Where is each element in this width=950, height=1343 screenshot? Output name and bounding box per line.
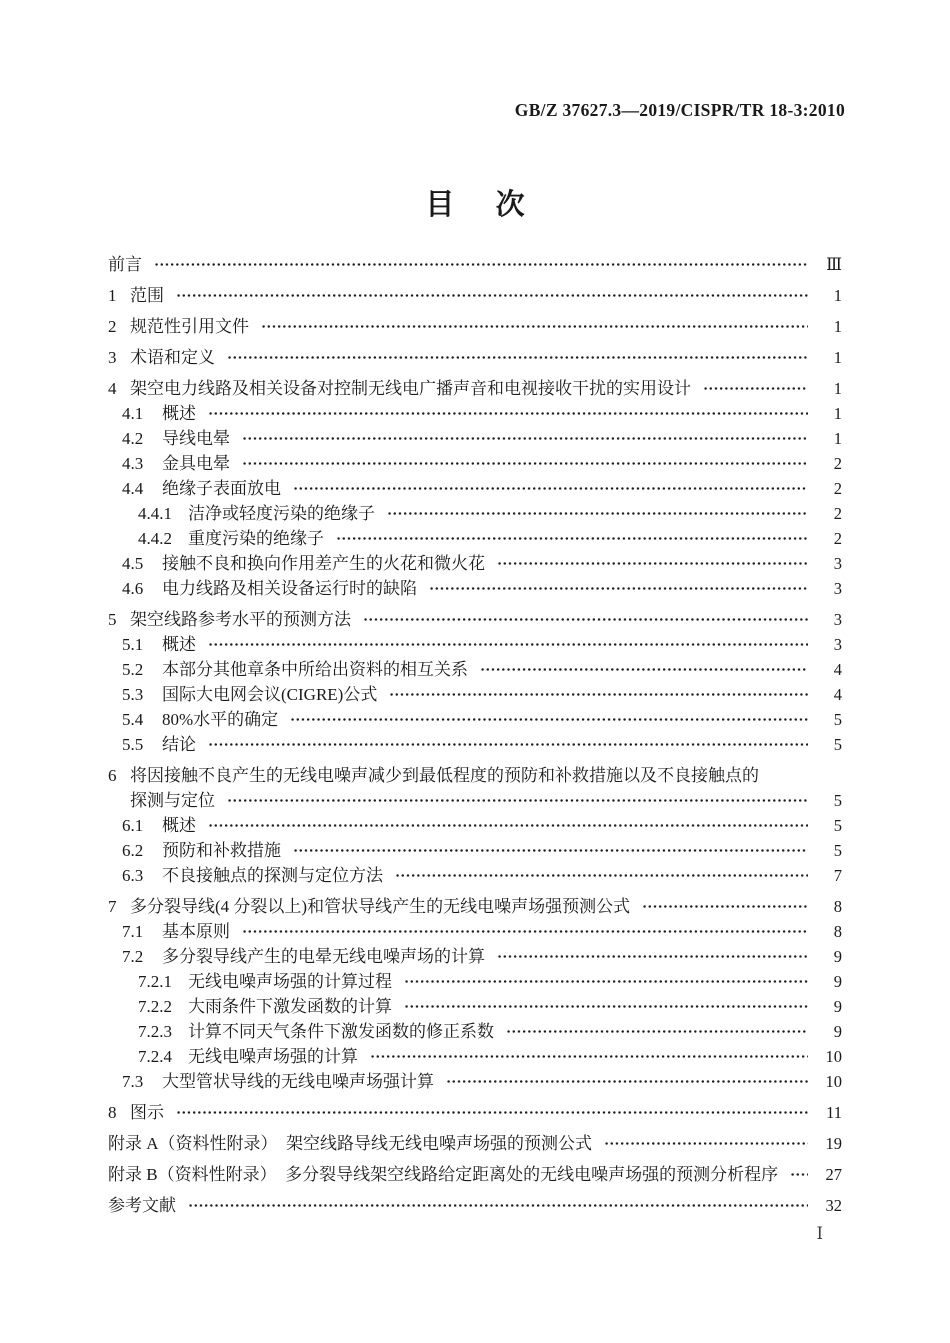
toc-entry-number: 4.2 bbox=[122, 429, 144, 448]
toc-row bbox=[108, 732, 842, 757]
toc-entry-page: 1 bbox=[833, 286, 842, 305]
toc-entry-title: 预防和补救措施 bbox=[162, 841, 281, 860]
dot-leader bbox=[176, 1104, 808, 1121]
standard-number-header: GB/Z 37627.3—2019/CISPR/TR 18-3:2010 bbox=[514, 100, 845, 120]
toc-row bbox=[108, 813, 842, 838]
dot-leader bbox=[389, 686, 808, 703]
toc-entry-title: 附录 B（资料性附录） 多分裂导线架空线路给定距离处的无线电噪声场强的预测分析程序 bbox=[108, 1165, 779, 1184]
toc-entry-title: 电力线路及相关设备运行时的缺陷 bbox=[162, 579, 417, 598]
toc-row bbox=[108, 1100, 842, 1125]
toc-row bbox=[108, 1069, 842, 1094]
toc-entry-number: 7.2 bbox=[122, 947, 144, 966]
toc-entry-page: 1 bbox=[833, 317, 842, 336]
toc-row bbox=[108, 607, 842, 632]
toc-entry-title: 计算不同天气条件下激发函数的修正系数 bbox=[188, 1022, 494, 1041]
dot-leader bbox=[293, 842, 808, 859]
toc-row bbox=[108, 944, 842, 969]
dot-leader bbox=[497, 948, 808, 965]
dot-leader bbox=[208, 405, 808, 422]
toc-entry-number: 7.2.4 bbox=[138, 1047, 172, 1066]
toc-entry-number: 6.2 bbox=[122, 841, 144, 860]
toc-entry-title: 洁净或轻度污染的绝缘子 bbox=[188, 504, 375, 523]
toc-entry-page: 9 bbox=[833, 947, 842, 966]
toc-entry-page: 19 bbox=[825, 1134, 842, 1153]
toc-entry-title: 本部分其他章条中所给出资料的相互关系 bbox=[162, 660, 468, 679]
toc-row bbox=[108, 1044, 842, 1069]
dot-leader bbox=[446, 1073, 808, 1090]
toc-list bbox=[108, 246, 842, 1218]
toc-entry-page: 9 bbox=[833, 997, 842, 1016]
dot-leader bbox=[176, 287, 808, 304]
toc-entry-number: 6.3 bbox=[122, 866, 144, 885]
toc-entry-page: 9 bbox=[833, 1022, 842, 1041]
toc-entry-title: 重度污染的绝缘子 bbox=[188, 529, 324, 548]
toc-entry-title: 参考文献 bbox=[108, 1196, 176, 1215]
toc-entry-page: 1 bbox=[833, 429, 842, 448]
toc-row bbox=[108, 1131, 842, 1156]
toc-entry-number: 4 bbox=[108, 379, 117, 398]
toc-entry-page: 2 bbox=[833, 479, 842, 498]
toc-row bbox=[108, 632, 842, 657]
toc-entry-number: 5.5 bbox=[122, 735, 144, 754]
toc-entry-number: 7.2.2 bbox=[138, 997, 172, 1016]
toc-row bbox=[108, 551, 842, 576]
toc-entry-number: 6.1 bbox=[122, 816, 144, 835]
toc-entry-title: 国际大电网会议(CIGRE)公式 bbox=[162, 685, 378, 704]
toc-entry-title: 无线电噪声场强的计算 bbox=[188, 1047, 358, 1066]
toc-entry-page: 2 bbox=[833, 529, 842, 548]
toc-entry-number: 8 bbox=[108, 1103, 117, 1122]
toc-entry-title: 大雨条件下激发函数的计算 bbox=[188, 997, 392, 1016]
toc-entry-number: 5.4 bbox=[122, 710, 144, 729]
toc-entry-page: 4 bbox=[833, 660, 842, 679]
toc-entry-page: 9 bbox=[833, 972, 842, 991]
toc-row bbox=[108, 576, 842, 601]
toc-entry-title: 术语和定义 bbox=[130, 348, 215, 367]
dot-leader bbox=[404, 973, 808, 990]
toc-entry-title: 将因接触不良产生的无线电噪声减少到最低程度的预防和补救措施以及不良接触点的 bbox=[130, 766, 759, 785]
page-number-footer: Ⅰ bbox=[816, 1224, 823, 1243]
toc-entry-page: 5 bbox=[833, 841, 842, 860]
toc-entry-page: 1 bbox=[833, 404, 842, 423]
dot-leader bbox=[703, 380, 808, 397]
toc-row bbox=[108, 657, 842, 682]
toc-entry-number: 2 bbox=[108, 317, 117, 336]
toc-entry-page: 3 bbox=[833, 579, 842, 598]
toc-row bbox=[108, 1193, 842, 1218]
toc-entry-page: 5 bbox=[833, 710, 842, 729]
toc-row bbox=[108, 788, 842, 813]
toc-entry-number: 4.6 bbox=[122, 579, 144, 598]
toc-row bbox=[108, 283, 842, 308]
dot-leader bbox=[208, 636, 808, 653]
toc-entry-number: 7 bbox=[108, 897, 117, 916]
page-title: 目 次 bbox=[425, 189, 531, 221]
toc-entry-page: Ⅲ bbox=[826, 255, 842, 274]
toc-entry-page: 3 bbox=[833, 610, 842, 629]
toc-entry-page: 8 bbox=[833, 922, 842, 941]
toc-entry-page: 1 bbox=[833, 348, 842, 367]
toc-row bbox=[108, 994, 842, 1019]
toc-entry-number: 4.4 bbox=[122, 479, 144, 498]
toc-entry-number: 5.1 bbox=[122, 635, 144, 654]
toc-entry-title: 规范性引用文件 bbox=[130, 317, 249, 336]
toc-entry-page: 27 bbox=[825, 1165, 842, 1184]
toc-row bbox=[108, 401, 842, 426]
toc-entry-page: 5 bbox=[833, 791, 842, 810]
dot-leader bbox=[242, 455, 808, 472]
toc-entry-page: 8 bbox=[833, 897, 842, 916]
dot-leader bbox=[227, 349, 808, 366]
toc-row bbox=[108, 376, 842, 401]
dot-leader bbox=[506, 1023, 808, 1040]
dot-leader bbox=[480, 661, 808, 678]
dot-leader bbox=[363, 611, 808, 628]
toc-row bbox=[108, 314, 842, 339]
toc-row bbox=[108, 919, 842, 944]
toc-entry-number: 7.2.1 bbox=[138, 972, 172, 991]
toc-row bbox=[108, 501, 842, 526]
dot-leader bbox=[336, 530, 808, 547]
toc-entry-title: 多分裂导线(4 分裂以上)和管状导线产生的无线电噪声场强预测公式 bbox=[130, 897, 631, 916]
toc-entry-title: 导线电晕 bbox=[162, 429, 230, 448]
toc-entry-number: 4.4.1 bbox=[138, 504, 172, 523]
dot-leader bbox=[154, 256, 808, 273]
dot-leader bbox=[261, 318, 808, 335]
dot-leader bbox=[290, 711, 808, 728]
dot-leader bbox=[208, 817, 808, 834]
toc-entry-number: 4.5 bbox=[122, 554, 144, 573]
dot-leader bbox=[404, 998, 808, 1015]
toc-entry-number: 5.2 bbox=[122, 660, 144, 679]
toc-entry-title: 架空电力线路及相关设备对控制无线电广播声音和电视接收干扰的实用设计 bbox=[130, 379, 691, 398]
dot-leader bbox=[242, 430, 808, 447]
toc-row bbox=[108, 1162, 842, 1187]
toc-entry-page: 4 bbox=[833, 685, 842, 704]
toc-row bbox=[108, 838, 842, 863]
toc-entry-page: 11 bbox=[826, 1103, 842, 1122]
toc-entry-title: 不良接触点的探测与定位方法 bbox=[162, 866, 383, 885]
toc-entry-title: 架空线路参考水平的预测方法 bbox=[130, 610, 351, 629]
dot-leader bbox=[227, 792, 808, 809]
toc-entry-number: 7.2.3 bbox=[138, 1022, 172, 1041]
toc-entry-title: 金具电晕 bbox=[162, 454, 230, 473]
toc-entry-page: 2 bbox=[833, 504, 842, 523]
toc-entry-title: 前言 bbox=[108, 255, 142, 274]
toc-entry-page: 10 bbox=[825, 1072, 842, 1091]
toc-row bbox=[108, 252, 842, 277]
toc-entry-title: 多分裂导线产生的电晕无线电噪声场的计算 bbox=[162, 947, 485, 966]
toc-entry-title: 基本原则 bbox=[162, 922, 230, 941]
dot-leader bbox=[429, 580, 808, 597]
toc-row bbox=[108, 763, 842, 788]
toc-entry-number: 7.1 bbox=[122, 922, 144, 941]
toc-row bbox=[108, 426, 842, 451]
dot-leader bbox=[387, 505, 808, 522]
toc-entry-page: 32 bbox=[825, 1196, 842, 1215]
dot-leader bbox=[642, 898, 808, 915]
dot-leader bbox=[242, 923, 808, 940]
toc-entry-number: 4.3 bbox=[122, 454, 144, 473]
dot-leader bbox=[188, 1197, 808, 1214]
toc-entry-title: 附录 A（资料性附录） 架空线路导线无线电噪声场强的预测公式 bbox=[108, 1134, 593, 1153]
toc-entry-title: 80%水平的确定 bbox=[162, 710, 279, 729]
toc-entry-title: 概述 bbox=[162, 404, 196, 423]
toc-entry-title: 概述 bbox=[162, 635, 196, 654]
toc-row bbox=[108, 451, 842, 476]
dot-leader bbox=[497, 555, 808, 572]
toc-entry-number: 6 bbox=[108, 766, 117, 785]
toc-row bbox=[108, 1019, 842, 1044]
toc-entry-title: 大型管状导线的无线电噪声场强计算 bbox=[162, 1072, 434, 1091]
toc-row bbox=[108, 345, 842, 370]
dot-leader bbox=[790, 1166, 808, 1183]
toc-entry-number: 3 bbox=[108, 348, 117, 367]
dot-leader bbox=[208, 736, 808, 753]
dot-leader bbox=[370, 1048, 808, 1065]
toc-row bbox=[108, 707, 842, 732]
toc-entry-title: 接触不良和换向作用差产生的火花和微火花 bbox=[162, 554, 485, 573]
toc-row bbox=[108, 682, 842, 707]
toc-entry-number: 4.4.2 bbox=[138, 529, 172, 548]
toc-entry-page: 3 bbox=[833, 554, 842, 573]
toc-entry-page: 5 bbox=[833, 735, 842, 754]
toc-entry-page: 5 bbox=[833, 816, 842, 835]
toc-entry-number: 5 bbox=[108, 610, 117, 629]
dot-leader bbox=[293, 480, 808, 497]
toc-entry-title: 结论 bbox=[162, 735, 196, 754]
toc-row bbox=[108, 863, 842, 888]
dot-leader bbox=[395, 867, 808, 884]
toc-row bbox=[108, 969, 842, 994]
toc-entry-page: 3 bbox=[833, 635, 842, 654]
toc-entry-page: 1 bbox=[833, 379, 842, 398]
toc-entry-title: 概述 bbox=[162, 816, 196, 835]
toc-row bbox=[108, 526, 842, 551]
toc-entry-page: 7 bbox=[833, 866, 842, 885]
toc-entry-title: 探测与定位 bbox=[130, 791, 215, 810]
toc-entry-number: 5.3 bbox=[122, 685, 144, 704]
toc-entry-page: 10 bbox=[825, 1047, 842, 1066]
toc-row bbox=[108, 476, 842, 501]
toc-entry-title: 绝缘子表面放电 bbox=[162, 479, 281, 498]
toc-entry-title: 无线电噪声场强的计算过程 bbox=[188, 972, 392, 991]
toc-entry-number: 4.1 bbox=[122, 404, 144, 423]
toc-entry-number: 1 bbox=[108, 286, 117, 305]
toc-entry-title: 范围 bbox=[130, 286, 164, 305]
toc-entry-page: 2 bbox=[833, 454, 842, 473]
toc-entry-number: 7.3 bbox=[122, 1072, 144, 1091]
dot-leader bbox=[604, 1135, 808, 1152]
toc-entry-title: 图示 bbox=[130, 1103, 164, 1122]
toc-row bbox=[108, 894, 842, 919]
